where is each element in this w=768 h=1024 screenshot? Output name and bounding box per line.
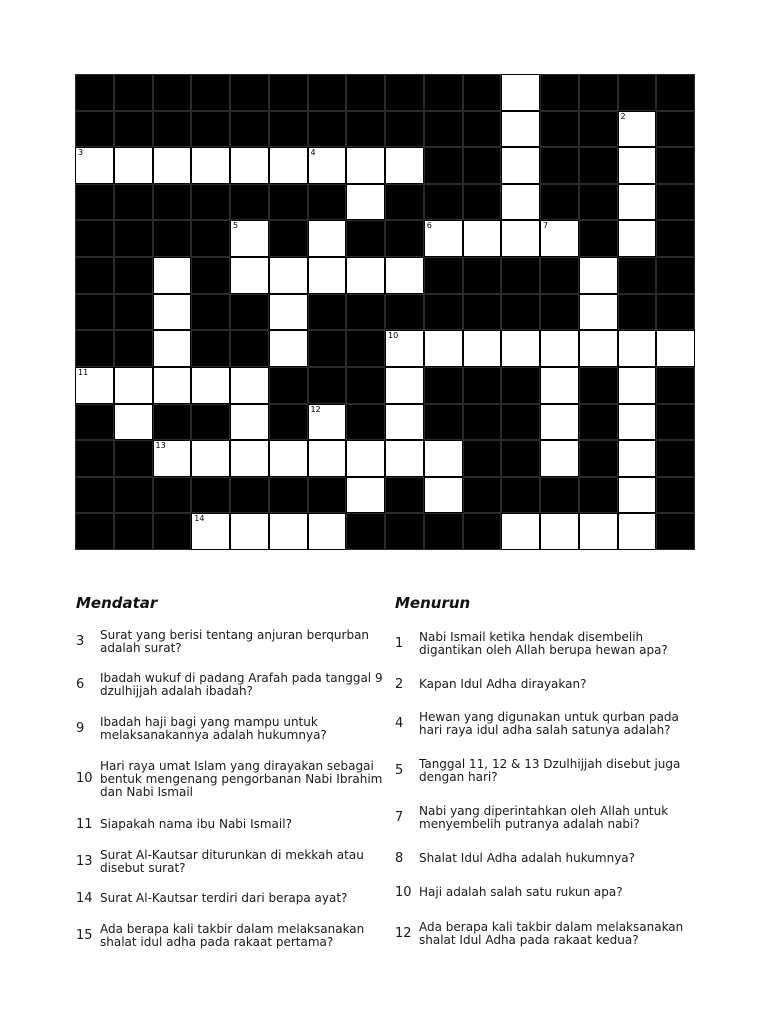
clue-number: 12 [395,926,412,941]
grid-cell-black [501,257,540,294]
grid-cell-white[interactable] [191,147,230,184]
grid-cell-white[interactable] [463,220,502,257]
grid-cell-white[interactable] [618,513,657,550]
grid-cell-black [579,111,618,148]
grid-cell-black [540,111,579,148]
grid-cell-black [153,404,192,441]
grid-cell-black [75,184,114,221]
grid-cell-black [656,367,695,404]
grid-cell-black [114,477,153,514]
grid-cell-black [579,147,618,184]
grid-cell-black [308,330,347,367]
clue-text: Ada berapa kali takbir dalam melaksanakan shalat Idul Adha pada rakaat kedua? [419,920,684,947]
grid-cell-white[interactable] [346,257,385,294]
grid-cell-white[interactable] [75,147,114,184]
grid-cell-white[interactable] [230,257,269,294]
grid-cell-black [75,330,114,367]
grid-cell-white[interactable] [230,147,269,184]
grid-cell-black [656,147,695,184]
clue-number: 14 [76,891,93,906]
grid-cell-black [463,513,502,550]
grid-cell-black [618,257,657,294]
grid-cell-black [656,404,695,441]
grid-cell-white[interactable] [618,367,657,404]
grid-cell-black [540,184,579,221]
cell-number: 12 [310,404,321,414]
grid-cell-white[interactable] [385,147,424,184]
cell-number: 3 [78,148,84,158]
grid-cell-black [114,513,153,550]
grid-cell-black [346,367,385,404]
clue-text: Surat yang berisi tentang anjuran berqurban adalah surat? [100,628,370,655]
grid-cell-black [501,294,540,331]
clue-text: Surat Al-Kautsar terdiri dari berapa ayat? [100,891,348,905]
grid-cell-black [424,294,463,331]
grid-cell-black [153,477,192,514]
grid-cell-black [385,184,424,221]
grid-cell-black [385,477,424,514]
grid-cell-black [114,111,153,148]
grid-cell-black [540,147,579,184]
grid-cell-black [269,404,308,441]
grid-cell-black [424,257,463,294]
grid-cell-white[interactable] [346,477,385,514]
grid-cell-black [269,74,308,111]
clue-text: Kapan Idul Adha dirayakan? [419,677,587,691]
grid-cell-black [540,74,579,111]
grid-cell-white[interactable] [230,367,269,404]
grid-cell-black [75,440,114,477]
grid-cell-black [579,440,618,477]
grid-cell-black [579,74,618,111]
grid-cell-black [463,440,502,477]
grid-cell-black [579,220,618,257]
grid-cell-black [346,111,385,148]
grid-cell-white[interactable] [191,440,230,477]
grid-cell-white[interactable] [153,330,192,367]
grid-cell-white[interactable] [579,257,618,294]
grid-cell-black [656,184,695,221]
grid-cell-white[interactable] [153,257,192,294]
grid-cell-black [308,184,347,221]
grid-cell-white[interactable] [308,513,347,550]
grid-cell-black [656,257,695,294]
across-heading: Mendatar [76,594,158,612]
grid-cell-black [463,257,502,294]
grid-cell-black [540,294,579,331]
cell-number: 5 [233,221,239,231]
grid-cell-black [191,330,230,367]
clue-text: Hari raya umat Islam yang dirayakan sebagai bentuk mengenang pengorbanan Nabi Ibrahim dan Nabi Ismail [100,759,383,799]
cell-number: 10 [388,331,399,341]
grid-cell-black [424,147,463,184]
grid-cell-black [424,111,463,148]
grid-cell-white[interactable] [346,440,385,477]
grid-cell-black [75,220,114,257]
grid-cell-black [230,111,269,148]
cell-number: 8 [116,258,122,268]
grid-cell-white[interactable] [230,220,269,257]
grid-cell-black [501,404,540,441]
grid-cell-white[interactable] [618,147,657,184]
grid-cell-black [424,404,463,441]
grid-cell-black [656,513,695,550]
grid-cell-white[interactable] [153,440,192,477]
grid-cell-white[interactable] [346,147,385,184]
grid-cell-black [501,440,540,477]
grid-cell-black [191,477,230,514]
clue-number: 2 [395,677,404,692]
grid-cell-white[interactable] [424,477,463,514]
clue-number: 3 [76,634,85,649]
clue-text: Ibadah haji bagi yang mampu untuk melaksanakannya adalah hukumnya? [100,715,327,742]
crossword-grid [75,74,695,550]
grid-cell-black [75,404,114,441]
clue-number: 10 [395,885,412,900]
cell-number: 9 [194,258,200,268]
grid-cell-white[interactable] [346,184,385,221]
grid-cell-white[interactable] [540,513,579,550]
grid-cell-white[interactable] [269,440,308,477]
grid-cell-black [346,330,385,367]
grid-cell-black [463,184,502,221]
clue-text: Tanggal 11, 12 & 13 Dzulhijjah disebut juga dengan hari? [419,757,681,784]
clue-number: 15 [76,928,93,943]
grid-cell-white[interactable] [540,367,579,404]
grid-cell-black [618,294,657,331]
grid-cell-black [385,74,424,111]
grid-cell-black [540,257,579,294]
grid-cell-black [656,294,695,331]
grid-cell-black [579,367,618,404]
clue-number: 13 [76,854,93,869]
clue-text: Surat Al-Kautsar diturunkan di mekkah atau disebut surat? [100,848,364,875]
grid-cell-white[interactable] [618,330,657,367]
cell-number: 2 [620,111,626,121]
grid-cell-black [269,367,308,404]
grid-cell-black [114,184,153,221]
clue-text: Hewan yang digunakan untuk qurban pada hari raya idul adha salah satunya adalah? [419,710,679,737]
grid-cell-white[interactable] [501,147,540,184]
grid-cell-black [308,74,347,111]
clue-number: 4 [395,716,404,731]
grid-cell-white[interactable] [114,367,153,404]
clue-text: Haji adalah salah satu rukun apa? [419,885,623,899]
grid-cell-black [346,404,385,441]
grid-cell-black [230,184,269,221]
grid-cell-black [501,477,540,514]
grid-cell-black [579,184,618,221]
clue-number: 10 [76,771,93,786]
grid-cell-black [579,404,618,441]
clue-number: 11 [76,817,93,832]
grid-cell-white[interactable] [618,184,657,221]
clue-text: Ada berapa kali takbir dalam melaksanakan shalat idul adha pada rakaat pertama? [100,922,365,949]
grid-cell-black [230,74,269,111]
clue-text: Nabi yang diperintahkan oleh Allah untuk menyembelih putranya adalah nabi? [419,804,669,831]
clue-text: Siapakah nama ibu Nabi Ismail? [100,817,292,831]
grid-cell-white[interactable] [579,294,618,331]
grid-cell-black [114,257,153,294]
grid-cell-white[interactable] [269,294,308,331]
grid-cell-white[interactable] [308,404,347,441]
grid-cell-white[interactable] [308,147,347,184]
grid-cell-white[interactable] [308,220,347,257]
grid-cell-black [308,367,347,404]
grid-cell-white[interactable] [618,440,657,477]
clue-number: 7 [395,810,404,825]
grid-cell-black [424,513,463,550]
cell-number: 4 [310,148,316,158]
grid-cell-white[interactable] [424,220,463,257]
grid-cell-black [463,294,502,331]
clue-number: 1 [395,636,404,651]
grid-cell-white[interactable] [424,330,463,367]
grid-cell-black [346,294,385,331]
grid-cell-black [230,294,269,331]
grid-cell-black [75,294,114,331]
grid-cell-white[interactable] [501,220,540,257]
grid-cell-black [540,477,579,514]
grid-cell-white[interactable] [385,367,424,404]
grid-cell-white[interactable] [269,330,308,367]
cell-number: 6 [426,221,432,231]
grid-cell-black [75,257,114,294]
clue-number: 5 [395,763,404,778]
grid-cell-black [346,74,385,111]
grid-cell-black [75,477,114,514]
grid-cell-black [114,294,153,331]
grid-cell-white[interactable] [385,404,424,441]
grid-cell-black [385,294,424,331]
grid-cell-white[interactable] [656,330,695,367]
grid-cell-black [269,111,308,148]
grid-cell-white[interactable] [463,330,502,367]
grid-cell-black [346,220,385,257]
grid-cell-black [463,147,502,184]
grid-cell-white[interactable] [618,111,657,148]
grid-cell-black [385,111,424,148]
grid-cell-white[interactable] [114,147,153,184]
clue-text: Shalat Idul Adha adalah hukumnya? [419,851,636,865]
grid-cell-white[interactable] [540,330,579,367]
grid-cell-black [656,74,695,111]
grid-cell-black [75,513,114,550]
grid-cell-black [191,220,230,257]
grid-cell-black [75,111,114,148]
grid-cell-white[interactable] [75,367,114,404]
grid-cell-black [656,220,695,257]
grid-cell-black [424,367,463,404]
cell-number: 14 [194,514,205,524]
grid-cell-white[interactable] [618,220,657,257]
grid-cell-white[interactable] [579,330,618,367]
grid-cell-white[interactable] [618,477,657,514]
grid-cell-white[interactable] [230,404,269,441]
grid-cell-white[interactable] [153,294,192,331]
down-heading: Menurun [395,594,471,612]
grid-cell-white[interactable] [269,147,308,184]
grid-cell-white[interactable] [308,440,347,477]
grid-cell-black [269,220,308,257]
grid-cell-white[interactable] [501,184,540,221]
grid-cell-white[interactable] [540,404,579,441]
grid-cell-white[interactable] [618,404,657,441]
grid-cell-black [463,404,502,441]
grid-cell-black [230,330,269,367]
grid-cell-white[interactable] [385,257,424,294]
grid-cell-white[interactable] [540,220,579,257]
grid-cell-black [191,184,230,221]
cell-number: 13 [155,441,166,451]
grid-cell-white[interactable] [385,330,424,367]
grid-cell-black [191,257,230,294]
clue-number: 8 [395,851,404,866]
grid-cell-black [269,477,308,514]
grid-cell-black [153,184,192,221]
grid-cell-black [308,294,347,331]
grid-cell-black [230,477,269,514]
grid-cell-black [424,184,463,221]
cell-number: 1 [465,75,471,84]
grid-cell-white[interactable] [501,513,540,550]
grid-cell-black [191,111,230,148]
grid-cell-white[interactable] [114,404,153,441]
grid-cell-white[interactable] [540,440,579,477]
grid-cell-black [385,220,424,257]
grid-cell-black [346,513,385,550]
grid-cell-white[interactable] [191,513,230,550]
grid-cell-white[interactable] [230,513,269,550]
grid-cell-white[interactable] [269,257,308,294]
grid-cell-black [463,74,502,111]
grid-cell-black [656,440,695,477]
grid-cell-black [153,111,192,148]
clue-number: 9 [76,721,85,736]
grid-cell-black [308,477,347,514]
clue-text: Ibadah wukuf di padang Arafah pada tanggal 9 dzulhijjah adalah ibadah? [100,671,383,698]
grid-cell-black [153,74,192,111]
grid-cell-black [114,74,153,111]
cell-number: 11 [78,367,89,377]
grid-cell-white[interactable] [501,74,540,111]
grid-cell-black [463,477,502,514]
grid-cell-black [656,477,695,514]
grid-cell-black [463,111,502,148]
grid-cell-black [153,513,192,550]
grid-cell-white[interactable] [308,257,347,294]
grid-cell-white[interactable] [191,367,230,404]
grid-cell-black [191,74,230,111]
cell-number: 7 [543,221,549,231]
grid-cell-black [269,184,308,221]
grid-cell-black [385,513,424,550]
grid-cell-white[interactable] [501,330,540,367]
grid-cell-black [656,111,695,148]
grid-cell-black [463,367,502,404]
clue-text: Nabi Ismail ketika hendak disembelih digantikan oleh Allah berupa hewan apa? [419,630,668,657]
grid-cell-black [308,111,347,148]
grid-cell-black [114,220,153,257]
grid-cell-white[interactable] [230,440,269,477]
grid-cell-black [191,294,230,331]
grid-cell-black [191,404,230,441]
grid-cell-black [153,220,192,257]
grid-cell-black [114,330,153,367]
cell-number: 15 [465,514,476,524]
grid-cell-white[interactable] [269,513,308,550]
grid-cell-white[interactable] [501,111,540,148]
grid-cell-white[interactable] [424,440,463,477]
grid-cell-white[interactable] [153,367,192,404]
grid-cell-black [424,74,463,111]
grid-cell-black [618,74,657,111]
grid-cell-white[interactable] [579,513,618,550]
grid-cell-black [75,74,114,111]
clue-number: 6 [76,677,85,692]
grid-cell-black [114,440,153,477]
grid-cell-white[interactable] [153,147,192,184]
grid-cell-black [501,367,540,404]
grid-cell-black [579,477,618,514]
grid-cell-white[interactable] [385,440,424,477]
